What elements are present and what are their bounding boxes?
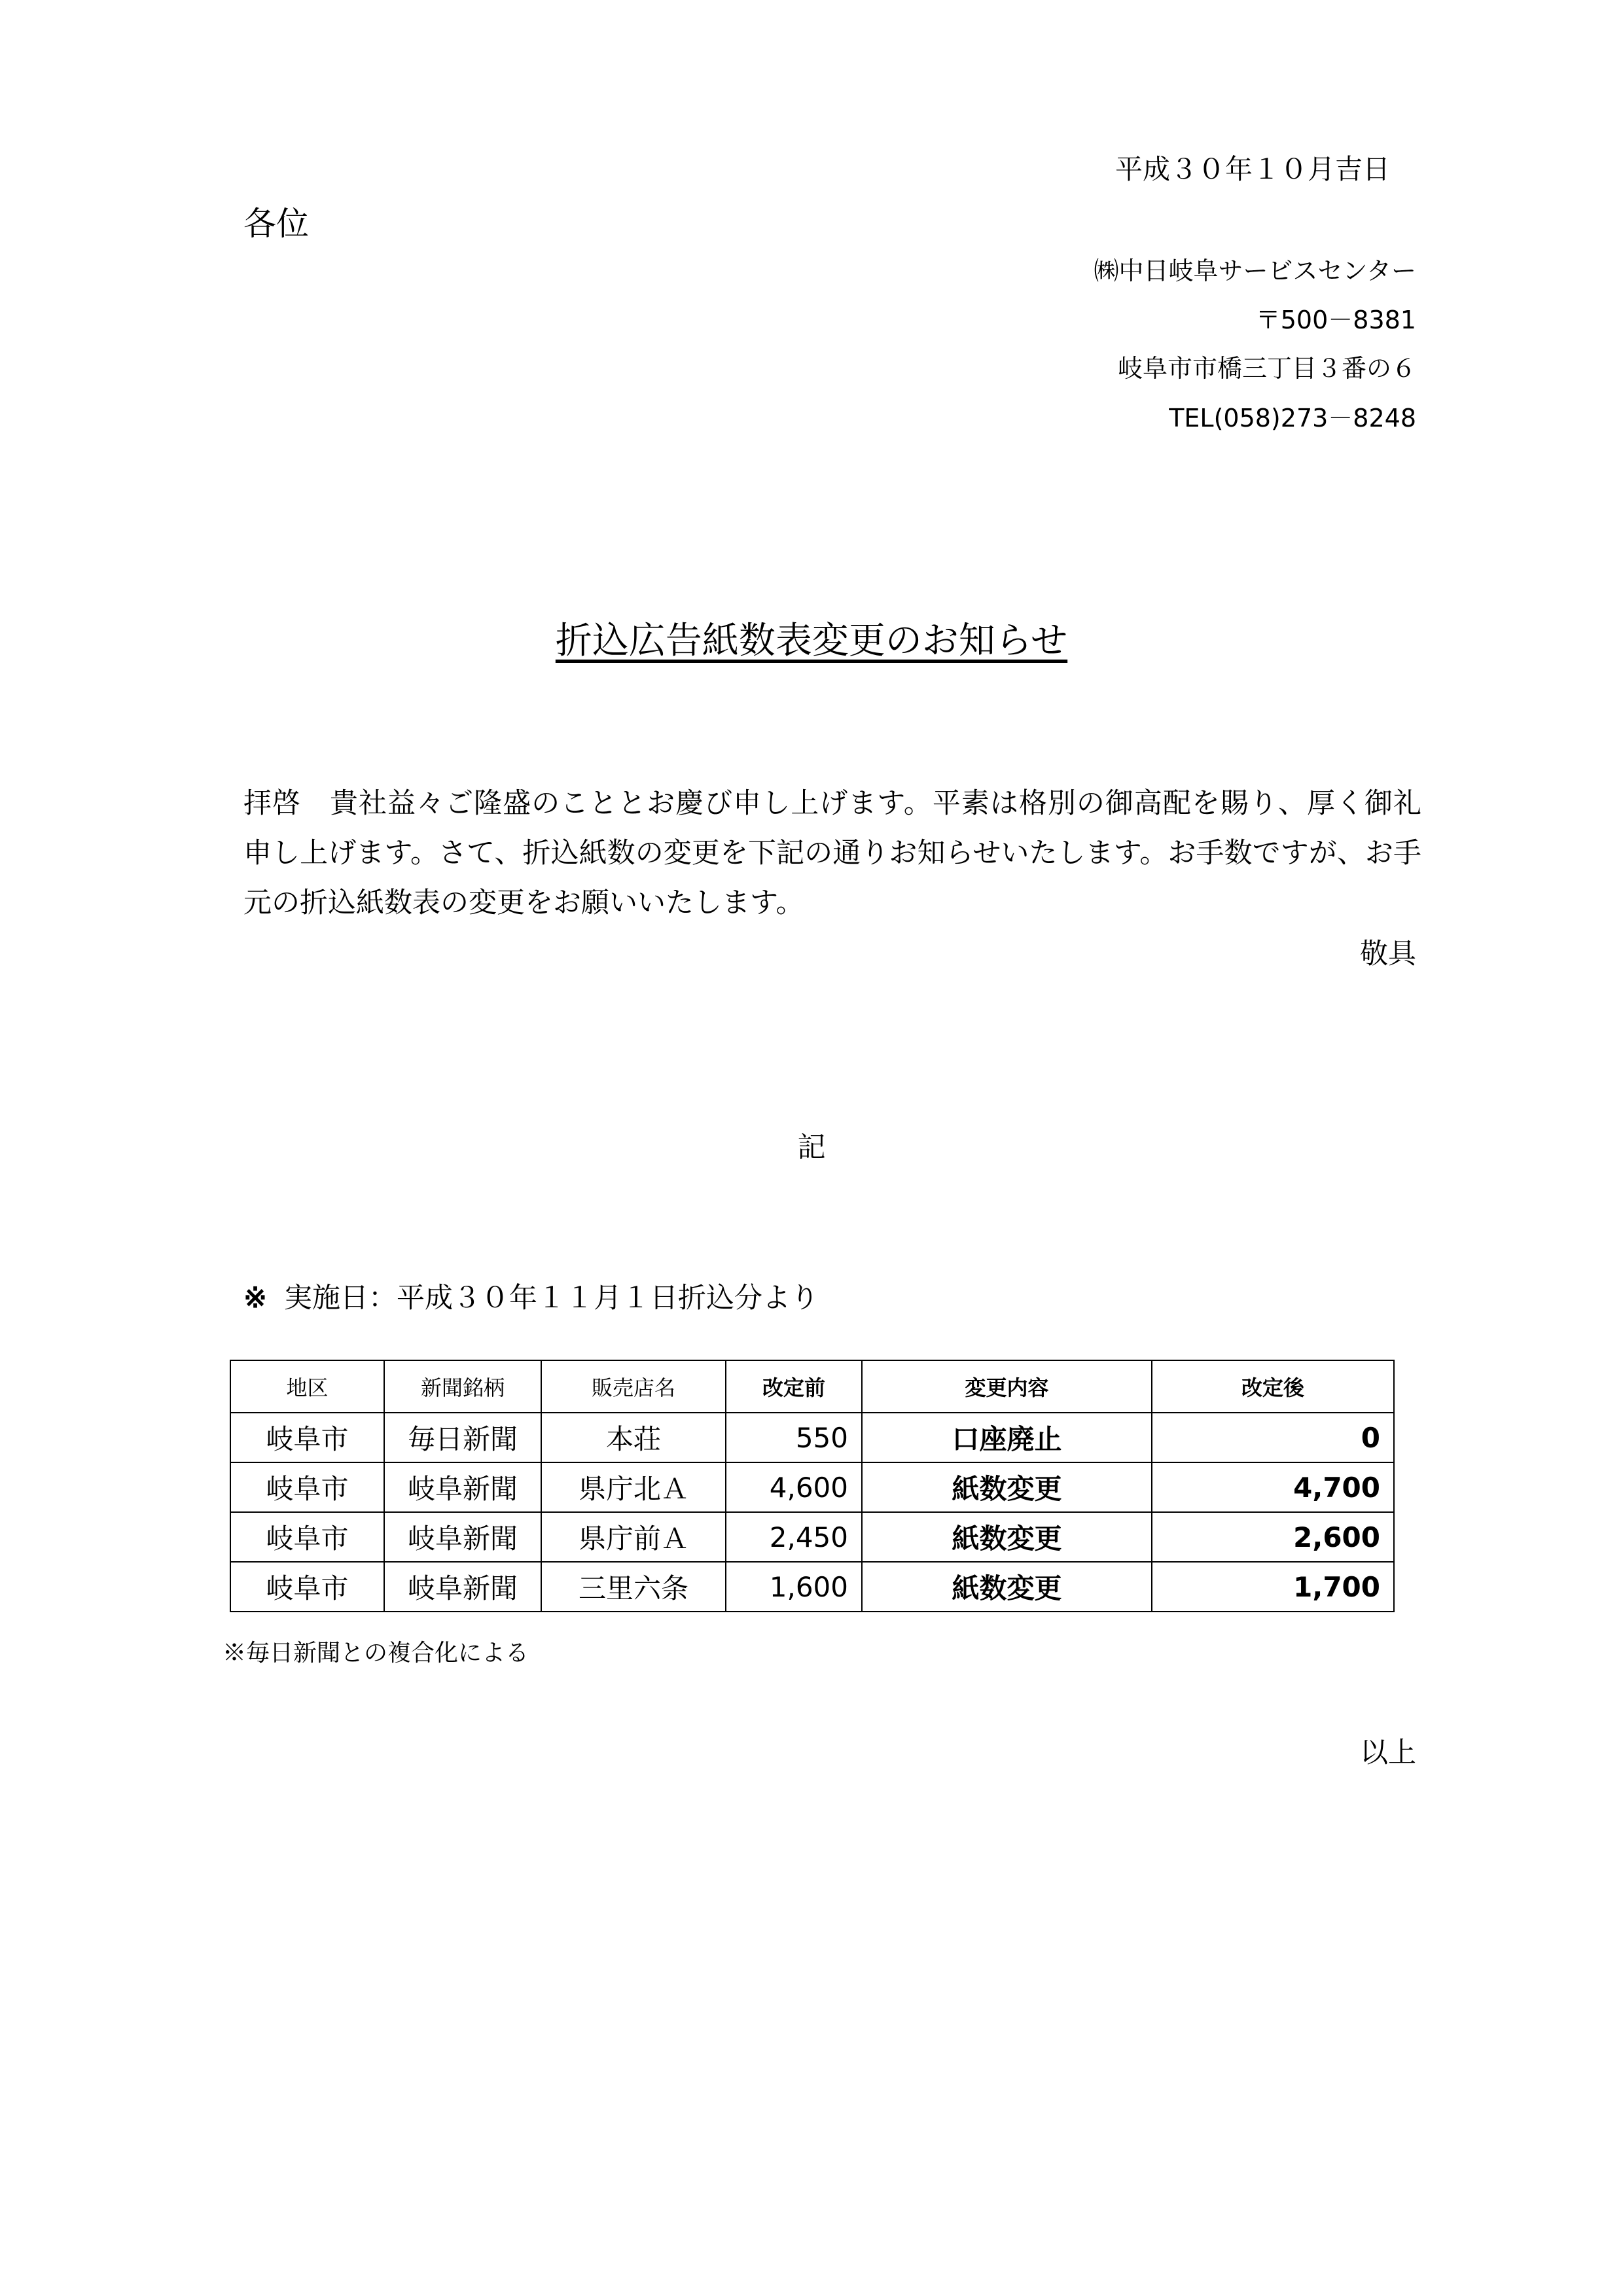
cell-change: 紙数変更 [862,1562,1152,1612]
cell-store: 三里六条 [541,1562,726,1612]
header-before: 改定前 [726,1360,862,1413]
cell-store: 県庁前Ａ [541,1512,726,1562]
sender-postal-code: 〒500－8381 [1255,306,1416,334]
cell-after: 1,700 [1152,1562,1394,1612]
table-row [230,1562,1394,1612]
cell-newspaper: 岐阜新聞 [384,1562,541,1612]
table-row [230,1462,1394,1512]
cell-newspaper: 毎日新聞 [384,1413,541,1462]
cell-area: 岐阜市 [230,1413,384,1462]
cell-store: 県庁北Ａ [541,1462,726,1512]
sender-address: 岐阜市市橋三丁目３番の６ [1117,354,1416,383]
header-after: 改定後 [1152,1360,1394,1413]
cell-change: 紙数変更 [862,1462,1152,1512]
cell-before: 4,600 [726,1462,862,1512]
cell-before: 1,600 [726,1562,862,1612]
document-date: 平成３０年１０月吉日 [1115,153,1390,185]
recipient: 各位 [243,205,309,243]
cell-area: 岐阜市 [230,1512,384,1562]
table-row [230,1413,1394,1462]
cell-before: 2,450 [726,1512,862,1562]
cell-after: 4,700 [1152,1462,1394,1512]
table-row [230,1512,1394,1562]
reference-mark: ※ [243,1282,268,1315]
cell-change: 口座廃止 [862,1413,1152,1462]
cell-change: 紙数変更 [862,1512,1152,1562]
cell-store: 本荘 [541,1413,726,1462]
header-store: 販売店名 [541,1360,726,1413]
cell-newspaper: 岐阜新聞 [384,1462,541,1512]
body-paragraph: 拝啓 貴社益々ご隆盛のこととお慶び申し上げます。平素は格別の御高配を賜り、厚く御礼申し上げます。さて、折込紙数の変更を下記の通りお知らせいたします。お手数ですが、お手元の折込紙数表の変更をお願いいたします。 [243,787,1421,919]
table-header-row [230,1360,1394,1413]
cell-newspaper: 岐阜新聞 [384,1512,541,1562]
cell-after: 0 [1152,1413,1394,1462]
cell-area: 岐阜市 [230,1462,384,1512]
document-title: 折込広告紙数表変更のお知らせ [555,620,1068,662]
sender-company: ㈱中日岐阜サービスセンター [1094,256,1416,285]
cell-area: 岐阜市 [230,1562,384,1612]
circulation-change-table [230,1360,1395,1612]
sender-tel: TEL(058)273－8248 [1169,404,1416,433]
ki-heading: 記 [797,1131,826,1164]
cell-after: 2,600 [1152,1512,1394,1562]
header-area: 地区 [230,1360,384,1413]
effective-date-line [243,1276,819,1316]
table-footnote: ※毎日新聞との複合化による [223,1640,529,1667]
effective-date-text: 実施日：平成３０年１１月１日折込分より [284,1282,819,1315]
header-newspaper: 新聞銘柄 [384,1360,541,1413]
closing-keigu: 敬具 [1360,938,1416,970]
closing-ijou: 以上 [1360,1737,1416,1769]
header-change: 変更内容 [862,1360,1152,1413]
cell-before: 550 [726,1413,862,1462]
